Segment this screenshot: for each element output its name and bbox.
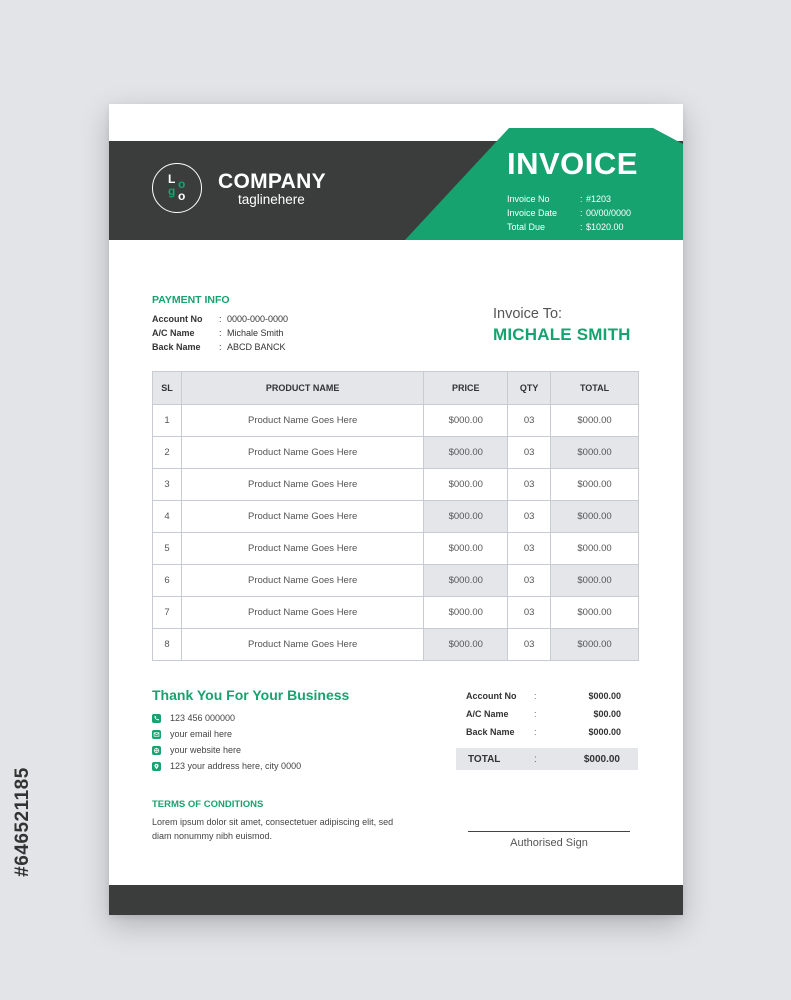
payment-info [152,312,288,354]
summary-row: A/C Name : $00.00 [466,709,621,719]
table-row: 7 Product Name Goes Here $000.00 03 $000.00 [153,597,639,629]
thank-you-heading: Thank You For Your Business [152,687,350,703]
logo-letter: L [168,172,176,186]
items-table [152,371,639,661]
table-row: 4 Product Name Goes Here $000.00 03 $000.00 [153,501,639,533]
summary-row: Back Name : $000.00 [466,727,621,737]
terms-text: Lorem ipsum dolor sit amet, consectetuer adipiscing elit, sed diam nonummy nibh euismod. [152,817,394,841]
table-row: 1 Product Name Goes Here $000.00 03 $000.00 [153,405,639,437]
invoice-number-row: Invoice No : #1203 [507,194,612,204]
email-icon [152,730,161,739]
web-icon [152,746,161,755]
table-row: 5 Product Name Goes Here $000.00 03 $000.00 [153,533,639,565]
invoice-to-name: MICHALE SMITH [493,325,631,344]
logo-letter: o [178,177,186,191]
logo-letter: g [168,184,176,198]
column-header-product: PRODUCT NAME [181,372,423,405]
table-header-row [153,372,639,405]
total-due-row: Total Due : $1020.00 [507,222,624,232]
terms-title: TERMS OF CONDITIONS [152,799,264,810]
contact-website: your website here [152,742,301,758]
logo-letter: o [178,189,186,203]
table-row: 3 Product Name Goes Here $000.00 03 $000.00 [153,469,639,501]
contact-email: your email here [152,726,301,742]
grand-total: TOTAL : $000.00 [456,748,638,770]
bank-name-row: Back Name : ABCD BANCK [152,342,286,352]
payment-info-title: PAYMENT INFO [152,294,230,306]
column-header-price: PRICE [424,372,508,405]
invoice-page [109,104,683,915]
ac-name-row: A/C Name : Michale Smith [152,328,284,338]
invoice-date-row: Invoice Date : 00/00/0000 [507,208,632,218]
signature-line [468,831,630,832]
invoice-title: INVOICE [507,146,638,181]
table-row: 6 Product Name Goes Here $000.00 03 $000.00 [153,565,639,597]
footer-band [109,885,683,915]
company-name: COMPANY [218,170,326,193]
summary-row: Account No : $000.00 [466,691,621,701]
column-header-qty: QTY [508,372,551,405]
company-tagline: taglinehere [238,192,305,207]
phone-icon [152,714,161,723]
signature-label: Authorised Sign [510,837,588,849]
stock-id-label: #646521185 [12,767,33,877]
table-row: 8 Product Name Goes Here $000.00 03 $000.00 [153,629,639,661]
contact-list [152,710,301,774]
summary [466,687,621,741]
column-header-sl: SL [153,372,182,405]
logo [152,163,202,213]
account-no-row: Account No : 0000-000-0000 [152,314,289,324]
logo-icon [153,164,201,212]
invoice-meta [507,192,677,234]
column-header-total: TOTAL [551,372,639,405]
location-icon [152,762,161,771]
contact-address: 123 your address here, city 0000 [152,758,301,774]
table-row: 2 Product Name Goes Here $000.00 03 $000.00 [153,437,639,469]
invoice-to-label: Invoice To: [493,306,563,322]
contact-phone: 123 456 000000 [152,710,301,726]
